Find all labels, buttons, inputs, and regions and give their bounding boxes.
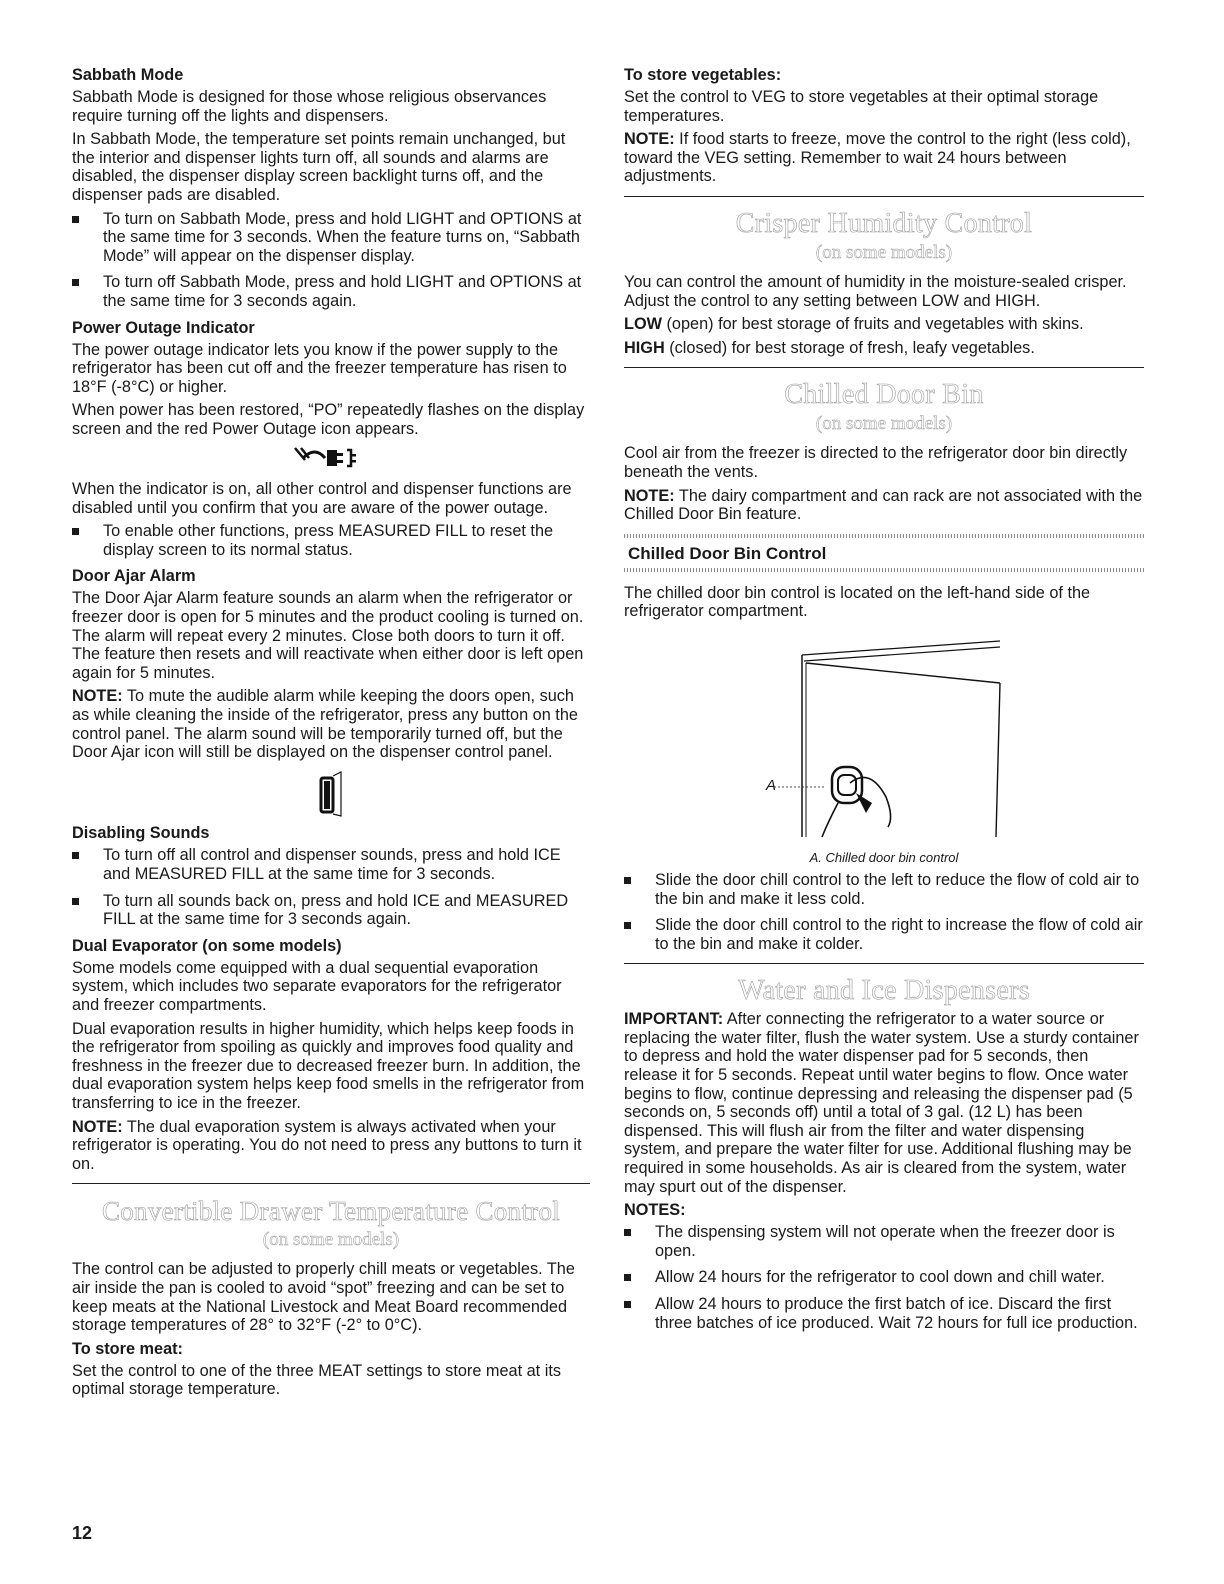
sabbath-p2: In Sabbath Mode, the temperature set points remain unchanged, but the interior and dispenser lights turn off, all sounds and alarms are disabled, the dispenser display screen backlight turns off, and the dispenser pads are disabled. — [72, 130, 566, 204]
water-title: Water and Ice Dispensers — [738, 975, 1030, 1007]
page-number: 12 — [72, 1523, 93, 1543]
veg-note — [624, 130, 1144, 186]
power-p3: When the indicator is on, all other control and dispenser functions are disabled until you confirm that you are aware of the power outage. — [72, 480, 572, 517]
list-item: To enable other functions, press MEASURED FILL to reset the display screen to its normal status. — [72, 522, 590, 559]
high-text: (closed) for best storage of fresh, leafy vegetables. — [664, 338, 1035, 357]
chilled-title: Chilled Door Bin — [784, 379, 984, 411]
chilled-note — [624, 487, 1144, 524]
note-label: NOTE: — [624, 486, 675, 505]
water-notes-list — [624, 1223, 1144, 1332]
store-meat-text: Set the control to one of the three MEAT settings to store meat at its optimal storage temperature. — [72, 1361, 561, 1399]
power-outage-icon-wrap — [72, 444, 590, 475]
section-divider — [624, 963, 1144, 964]
chilled-p1: Cool air from the freezer is directed to the refrigerator door bin directly beneath the vents. — [624, 444, 1128, 481]
figure-caption: A. Chilled door bin control — [809, 849, 959, 865]
veg-p1: Set the control to VEG to store vegetables at their optimal storage temperatures. — [624, 88, 1099, 125]
high-label: HIGH — [624, 338, 665, 357]
chilled-list — [624, 871, 1144, 953]
crisper-title: Crisper Humidity Control — [735, 207, 1033, 239]
power-p2: When power has been restored, “PO” repeatedly flashes on the display screen and the red Power Outage icon appears. — [72, 401, 585, 438]
dual-p2: Dual evaporation results in higher humidity, which helps keep foods in the refrigerator from spoiling as quickly and improves food quality and freshness in the freezer due to decreased freezer burn. In addition, the dual evaporation system helps keep food smells in the refrigerator from transferring to ice in the freezer. — [72, 1019, 585, 1112]
crisper-low — [624, 315, 1144, 334]
power-heading: Power Outage Indicator — [72, 318, 255, 337]
note-label: NOTE: — [72, 687, 123, 706]
dual-heading: Dual Evaporator (on some models) — [72, 936, 342, 955]
power-list — [72, 522, 590, 559]
sabbath-heading: Sabbath Mode — [72, 66, 184, 84]
section-divider — [624, 196, 1144, 197]
convertible-subtitle: (on some models) — [262, 1229, 400, 1251]
power-p1: The power outage indicator lets you know if the power supply to the refrigerator has been cut off and the freezer temperature has risen to 18°F (-8°C) or higher. — [72, 340, 567, 396]
list-item: To turn on Sabbath Mode, press and hold LIGHT and OPTIONS at the same time for 3 seconds. When the feature turns on, “Sabbath Mode” will appear on the dispenser display. — [72, 210, 590, 266]
water-important — [624, 1010, 1144, 1196]
door-ajar-p1: The Door Ajar Alarm feature sounds an alarm when the refrigerator or freezer door is open for 5 minutes and the product cooling is turned on. The alarm will repeat every 2 minutes. Close both doors to turn it off. The feature then resets and will reactivate when either door is left open again for 5 minutes. — [72, 589, 584, 682]
low-label: LOW — [624, 315, 662, 334]
chilled-control-subhead — [624, 534, 1144, 572]
door-ajar-icon — [311, 770, 351, 818]
chilled-door-bin-figure — [624, 627, 1144, 863]
note-text: The dual evaporation system is always activated when your refrigerator is operating. You do not need to press any buttons to turn it on. — [72, 1117, 582, 1173]
chilled-p2: The chilled door bin control is located on the left-hand side of the refrigerator compartment. — [624, 583, 1091, 621]
list-item: Slide the door chill control to the right to increase the flow of cold air to the bin and make it colder. — [624, 916, 1144, 953]
crisper-p1: You can control the amount of humidity in the moisture-sealed crisper. Adjust the control to any setting between LOW and HIGH. — [624, 272, 1127, 310]
notes-heading: NOTES: — [624, 1201, 686, 1220]
right-column — [624, 66, 1144, 1340]
note-text: The dairy compartment and can rack are not associated with the Chilled Door Bin feature. — [624, 486, 1143, 524]
door-ajar-note — [72, 687, 590, 761]
list-item: To turn all sounds back on, press and hold ICE and MEASURED FILL at the same time for 3 seconds again. — [72, 892, 590, 929]
section-divider — [624, 367, 1144, 368]
sounds-heading: Disabling Sounds — [72, 824, 210, 843]
door-ajar-heading: Door Ajar Alarm — [72, 567, 196, 586]
store-meat-heading: To store meat: — [72, 1339, 183, 1358]
note-label: NOTE: — [624, 130, 675, 149]
sabbath-list — [72, 210, 590, 311]
chilled-subtitle: (on some models) — [815, 413, 953, 435]
note-text: To mute the audible alarm while keeping the doors open, such as while cleaning the inside of the refrigerator, press any button on the control panel. The alarm sound will be temporarily turned off, but the Door Ajar icon will still be displayed on the dispenser control panel. — [72, 687, 578, 762]
list-item: Allow 24 hours to produce the first batch of ice. Discard the first three batches of ice produced. Wait 72 hours for full ice production. — [624, 1295, 1144, 1332]
unplugged-cord-icon — [291, 444, 371, 470]
veg-heading: To store vegetables: — [624, 66, 782, 84]
crisper-subtitle: (on some models) — [815, 241, 953, 263]
convertible-title: Convertible Drawer Temperature Control — [101, 1196, 561, 1227]
dual-p1: Some models come equipped with a dual sequential evaporation system, which includes two separate evaporators for the refrigerator and freezer compartments. — [72, 958, 562, 1014]
list-item: The dispensing system will not operate when the freezer door is open. — [624, 1223, 1144, 1260]
figure-label: A — [766, 776, 777, 794]
list-item: To turn off Sabbath Mode, press and hold LIGHT and OPTIONS at the same time for 3 seconds again. — [72, 273, 590, 310]
list-item: Slide the door chill control to the left to reduce the flow of cold air to the bin and make it less cold. — [624, 871, 1144, 908]
convertible-p1: The control can be adjusted to properly chill meats or vegetables. The air inside the pan is cooled to avoid “spot” freezing and can be set to keep meats at the National Livestock and Meat Board recommended storage temperatures of 28° to 32°F (-2° to 0°C). — [72, 1260, 575, 1335]
list-item: To turn off all control and dispenser sounds, press and hold ICE and MEASURED FILL at the same time for 3 seconds. — [72, 846, 590, 883]
crisper-high — [624, 339, 1144, 358]
door-ajar-icon-wrap — [72, 770, 590, 823]
important-text: After connecting the refrigerator to a water source or replacing the water filter, flush the water system. Use a sturdy container to depress and hold the water dispenser pad for 5 seconds, then release it for 5 seconds. Repeat until water begins to flow. Once water begins to flow, continue depressing and releasing the dispenser pad (5 seconds on, 5 seconds off) until a total of 3 gal. (12 L) has been dispensed. This will flush air from the filter and water dispensing system, and prepare the water filter for use. Additional flushing may be required in some households. As air is cleared from the system, water may spurt out of the dispenser. — [624, 1010, 1139, 1196]
note-text: If food starts to freeze, move the control to the right (less cold), toward the VEG setting. Remember to wait 24 hours between adjustments. — [624, 130, 1131, 186]
hatch-rule — [624, 568, 1144, 572]
sounds-list — [72, 846, 590, 928]
section-divider — [72, 1183, 590, 1184]
sabbath-p1: Sabbath Mode is designed for those whose religious observances require turning off the lights and dispensers. — [72, 88, 547, 125]
low-text: (open) for best storage of fruits and vegetables with skins. — [661, 315, 1084, 334]
note-label: NOTE: — [72, 1117, 123, 1136]
chilled-control-heading: Chilled Door Bin Control — [628, 543, 827, 563]
list-item: Allow 24 hours for the refrigerator to cool down and chill water. — [624, 1268, 1144, 1287]
dual-note — [72, 1118, 590, 1174]
refrigerator-compartment-illustration — [624, 627, 1144, 847]
important-label: IMPORTANT: — [624, 1010, 724, 1029]
left-column — [72, 66, 590, 1404]
